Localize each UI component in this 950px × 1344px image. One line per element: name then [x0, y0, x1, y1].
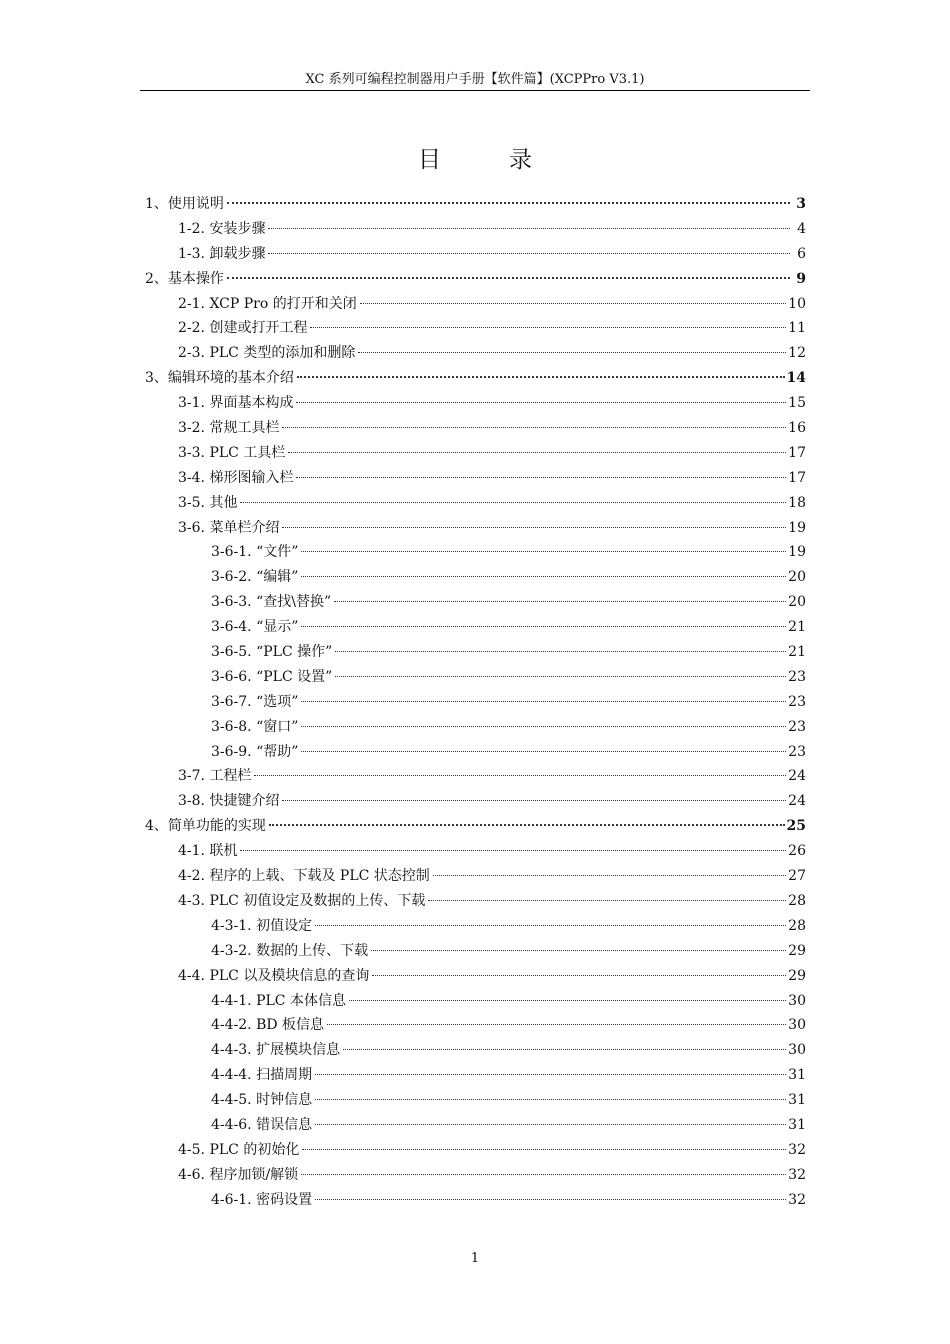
toc-entry-label: 4-3. PLC 初值设定及数据的上传、下载	[178, 892, 426, 909]
toc-title: 目录	[418, 147, 600, 173]
toc-entry[interactable]	[145, 466, 806, 491]
toc-entry-label: 4-2. 程序的上载、下载及 PLC 状态控制	[178, 868, 430, 885]
toc-entry-page: 32	[788, 1166, 806, 1183]
toc-entry-label: 4-4-3. 扩展模块信息	[211, 1042, 341, 1059]
toc-entry-label: 2、基本操作	[145, 270, 224, 287]
toc-dot-leader	[301, 701, 786, 702]
toc-entry-page: 4	[797, 220, 806, 237]
toc-entry-label: 3-6-8. “窗口”	[211, 718, 299, 735]
toc-dot-leader	[315, 1199, 786, 1200]
toc-entry-page: 27	[788, 868, 806, 885]
toc-entry-label: 4-4. PLC 以及模块信息的查询	[178, 967, 370, 984]
toc-entry-page: 3	[796, 196, 806, 212]
toc-entry-label: 3、编辑环境的基本介绍	[145, 370, 294, 387]
toc-entry[interactable]	[145, 1088, 806, 1113]
toc-dot-leader	[301, 726, 786, 727]
toc-dot-leader	[428, 900, 786, 901]
toc-dot-leader	[282, 527, 786, 528]
toc-entry-page: 21	[788, 619, 806, 636]
toc-entry[interactable]	[145, 989, 806, 1014]
toc-entry-page: 16	[788, 420, 806, 437]
toc-entry[interactable]	[145, 814, 806, 839]
toc-dot-leader	[335, 651, 786, 652]
toc-entry[interactable]	[145, 217, 806, 242]
toc-entry[interactable]	[145, 1063, 806, 1088]
toc-entry-page: 29	[788, 967, 806, 984]
toc-entry-page: 23	[788, 743, 806, 760]
toc-dot-leader	[240, 850, 786, 851]
toc-entry-label: 4-4-6. 错误信息	[211, 1116, 313, 1133]
toc-dot-leader	[315, 1124, 786, 1125]
toc-entry-page: 20	[788, 569, 806, 586]
toc-entry-label: 2-1. XCP Pro 的打开和关闭	[178, 295, 357, 312]
toc-entry[interactable]	[145, 242, 806, 267]
toc-entry[interactable]	[145, 491, 806, 516]
toc-entry-page: 28	[788, 892, 806, 909]
toc-dot-leader	[254, 775, 786, 776]
toc-entry-page: 19	[788, 519, 806, 536]
toc-entry[interactable]	[145, 665, 806, 690]
toc-entry-page: 12	[788, 345, 806, 362]
toc-entry[interactable]	[145, 540, 806, 565]
toc-entry-page: 29	[788, 942, 806, 959]
page-header: XC 系列可编程控制器用户手册【软件篇】(XCPPro V3.1)	[140, 70, 810, 91]
toc-entry-page: 24	[788, 793, 806, 810]
toc-dot-leader	[227, 202, 790, 204]
toc-entry-label: 1-3. 卸载步骤	[178, 245, 266, 262]
toc-entry-label: 1、使用说明	[145, 196, 224, 212]
toc-entry-page: 21	[788, 644, 806, 661]
toc-entry[interactable]	[145, 1113, 806, 1138]
toc-entry[interactable]	[145, 1013, 806, 1038]
toc-dot-leader	[301, 576, 786, 577]
toc-dot-leader	[269, 824, 785, 826]
toc-entry[interactable]	[145, 964, 806, 989]
toc-dot-leader	[296, 402, 786, 403]
toc-dot-leader	[315, 1099, 786, 1100]
toc-dot-leader	[301, 626, 786, 627]
toc-entry[interactable]	[145, 441, 806, 466]
toc-entry-label: 2-3. PLC 类型的添加和删除	[178, 345, 356, 362]
toc-dot-leader	[301, 1174, 786, 1175]
toc-entry-page: 25	[786, 818, 806, 835]
toc-entry-label: 4-4-5. 时钟信息	[211, 1092, 313, 1109]
toc-dot-leader	[297, 376, 785, 378]
toc-entry[interactable]	[145, 366, 806, 391]
toc-entry-label: 2-2. 创建或打开工程	[178, 320, 308, 337]
toc-entry-page: 10	[788, 295, 806, 312]
toc-entry-label: 3-6-9. “帮助”	[211, 743, 299, 760]
toc-entry-page: 30	[788, 1017, 806, 1034]
toc-entry-label: 1-2. 安装步骤	[178, 220, 266, 237]
toc-entry-page: 11	[788, 320, 806, 337]
toc-entry[interactable]	[145, 740, 806, 765]
toc-entry[interactable]	[145, 292, 806, 317]
toc-dot-leader	[296, 477, 786, 478]
toc-dot-leader	[315, 1074, 786, 1075]
toc-entry[interactable]	[145, 391, 806, 416]
toc-entry-label: 3-6-7. “选项”	[211, 693, 299, 710]
toc-dot-leader	[302, 1149, 786, 1150]
toc-entry-label: 3-6-6. “PLC 设置”	[211, 668, 333, 685]
toc-entry-label: 4-5. PLC 的初始化	[178, 1141, 300, 1158]
toc-entry[interactable]	[145, 1138, 806, 1163]
toc-dot-leader	[268, 253, 790, 254]
toc-dot-leader	[282, 427, 786, 428]
toc-dot-leader	[288, 452, 786, 453]
toc-entry[interactable]	[145, 267, 806, 292]
toc-entry[interactable]	[145, 914, 806, 939]
toc-entry-label: 4-4-4. 扫描周期	[211, 1067, 313, 1084]
toc-entry-label: 3-4. 梯形图输入栏	[178, 469, 294, 486]
toc-entry-label: 3-2. 常规工具栏	[178, 420, 280, 437]
toc-dot-leader	[327, 1024, 786, 1025]
toc-dot-leader	[334, 601, 786, 602]
toc-entry[interactable]	[145, 690, 806, 715]
toc-entry-page: 9	[796, 270, 806, 287]
toc-entry[interactable]	[145, 590, 806, 615]
page-number: 1	[470, 1251, 480, 1266]
toc-entry-label: 3-6. 菜单栏介绍	[178, 519, 280, 536]
toc-entry-label: 4-3-1. 初值设定	[211, 917, 313, 934]
toc-entry-page: 6	[797, 245, 806, 262]
toc-entry-label: 3-6-3. “查找\替换”	[211, 594, 332, 611]
toc-entry-label: 4-3-2. 数据的上传、下载	[211, 942, 369, 959]
toc-entry-label: 3-6-4. “显示”	[211, 619, 299, 636]
table-of-contents	[145, 192, 806, 1213]
toc-entry-page: 23	[788, 668, 806, 685]
toc-entry-page: 32	[788, 1191, 806, 1208]
toc-dot-leader	[433, 875, 786, 876]
toc-dot-leader	[360, 303, 786, 304]
toc-entry-label: 3-3. PLC 工具栏	[178, 444, 286, 461]
toc-entry-page: 31	[788, 1116, 806, 1133]
toc-entry-page: 30	[788, 1042, 806, 1059]
toc-dot-leader	[372, 975, 786, 976]
toc-entry-page: 23	[788, 693, 806, 710]
toc-entry-label: 3-6-1. “文件”	[211, 544, 299, 561]
toc-entry[interactable]	[145, 889, 806, 914]
toc-entry-page: 24	[788, 768, 806, 785]
toc-dot-leader	[358, 352, 786, 353]
toc-dot-leader	[371, 950, 786, 951]
toc-entry-label: 3-5. 其他	[178, 494, 238, 511]
toc-entry-label: 4-4-1. PLC 本体信息	[211, 992, 346, 1009]
toc-entry-page: 23	[788, 718, 806, 735]
toc-dot-leader	[240, 502, 786, 503]
toc-entry-label: 3-6-5. “PLC 操作”	[211, 644, 333, 661]
toc-entry-label: 4-6. 程序加锁/解锁	[178, 1166, 299, 1183]
toc-entry[interactable]	[145, 565, 806, 590]
toc-entry[interactable]	[145, 764, 806, 789]
toc-entry-page: 15	[788, 395, 806, 412]
toc-dot-leader	[301, 551, 786, 552]
toc-entry-page: 30	[788, 992, 806, 1009]
toc-entry-label: 3-8. 快捷键介绍	[178, 793, 280, 810]
toc-entry[interactable]	[145, 715, 806, 740]
toc-entry[interactable]	[145, 192, 806, 217]
toc-dot-leader	[282, 800, 786, 801]
toc-dot-leader	[310, 327, 786, 328]
toc-entry-page: 28	[788, 917, 806, 934]
toc-entry[interactable]	[145, 615, 806, 640]
toc-dot-leader	[335, 676, 786, 677]
toc-entry[interactable]	[145, 316, 806, 341]
toc-entry-page: 18	[788, 494, 806, 511]
toc-entry[interactable]	[145, 1188, 806, 1213]
toc-entry-label: 3-1. 界面基本构成	[178, 395, 294, 412]
toc-entry-page: 17	[788, 469, 806, 486]
toc-dot-leader	[343, 1049, 786, 1050]
toc-entry-label: 4-6-1. 密码设置	[211, 1191, 313, 1208]
toc-entry[interactable]	[145, 416, 806, 441]
toc-dot-leader	[268, 228, 790, 229]
toc-entry[interactable]	[145, 864, 806, 889]
toc-entry-page: 20	[788, 594, 806, 611]
toc-entry[interactable]	[145, 1163, 806, 1188]
toc-entry-label: 3-6-2. “编辑”	[211, 569, 299, 586]
toc-dot-leader	[315, 925, 786, 926]
toc-entry[interactable]	[145, 939, 806, 964]
toc-dot-leader	[349, 1000, 786, 1001]
toc-entry-page: 31	[788, 1092, 806, 1109]
toc-dot-leader	[227, 277, 790, 279]
toc-entry-label: 4-1. 联机	[178, 843, 238, 860]
toc-entry-page: 26	[788, 843, 806, 860]
toc-entry-page: 14	[786, 370, 806, 387]
toc-entry-page: 17	[788, 444, 806, 461]
toc-entry-page: 32	[788, 1141, 806, 1158]
toc-entry-page: 31	[788, 1067, 806, 1084]
toc-entry[interactable]	[145, 640, 806, 665]
toc-entry[interactable]	[145, 839, 806, 864]
toc-entry-label: 4、简单功能的实现	[145, 818, 266, 835]
toc-entry-label: 4-4-2. BD 板信息	[211, 1017, 325, 1034]
toc-entry[interactable]	[145, 516, 806, 541]
toc-entry[interactable]	[145, 789, 806, 814]
toc-entry[interactable]	[145, 1038, 806, 1063]
toc-entry-label: 3-7. 工程栏	[178, 768, 252, 785]
toc-entry-page: 19	[788, 544, 806, 561]
toc-dot-leader	[301, 751, 786, 752]
toc-entry[interactable]	[145, 341, 806, 366]
